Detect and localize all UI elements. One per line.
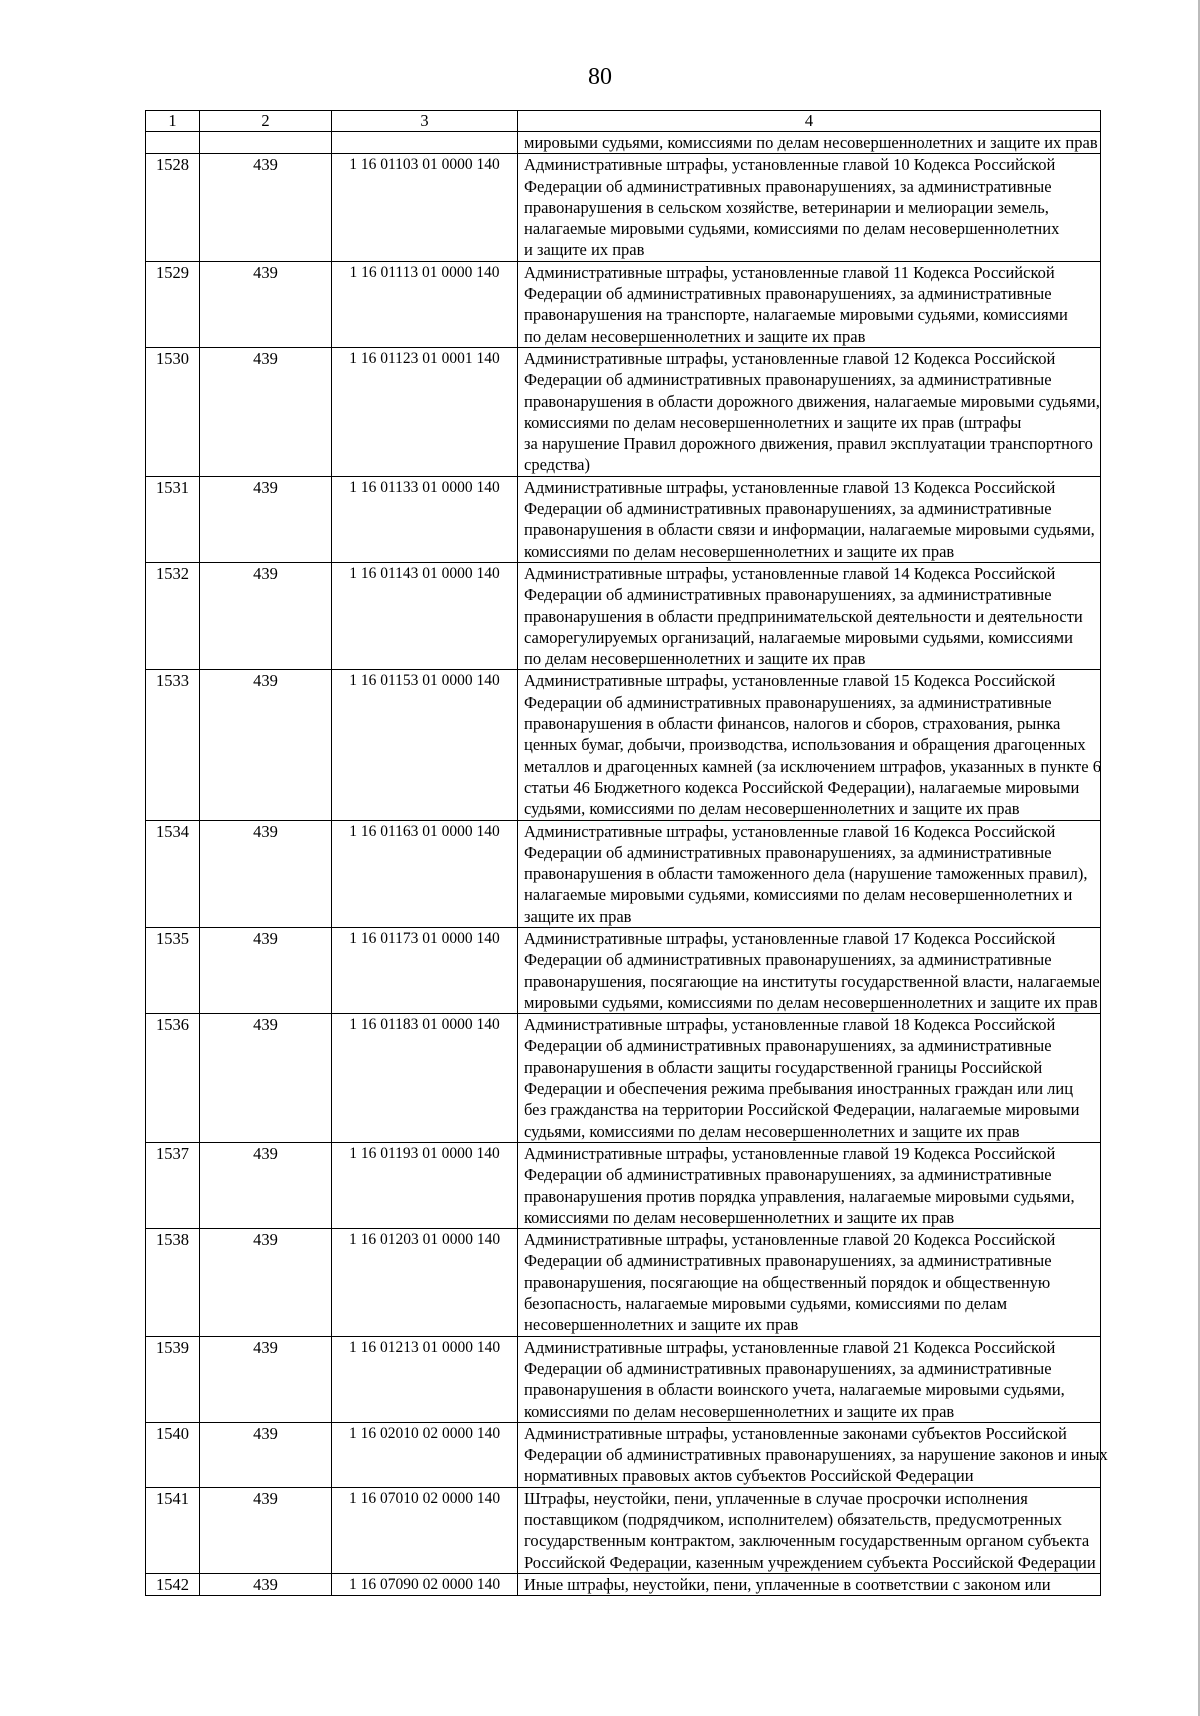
table-row	[146, 1487, 1101, 1573]
chapter-code: 439	[200, 1229, 332, 1336]
row-number: 1528	[146, 154, 200, 261]
table-row	[146, 261, 1101, 347]
description-cell	[518, 1487, 1101, 1573]
budget-classification-code: 1 16 01143 01 0000 140	[332, 562, 518, 669]
budget-classification-code: 1 16 02010 02 0000 140	[332, 1422, 518, 1487]
table-row	[146, 476, 1101, 562]
description-line: за нарушение Правил дорожного движения, правил эксплуатации транспортного	[524, 434, 1093, 454]
description-line: и защите их прав	[524, 240, 645, 260]
table-row	[146, 820, 1101, 927]
row-number: 1535	[146, 927, 200, 1013]
description-line: Федерации и обеспечения режима пребывания иностранных граждан или лиц	[524, 1079, 1074, 1099]
description-line: правонарушения против порядка управления, налагаемые мировыми судьями,	[524, 1186, 1075, 1206]
description-line: Административные штрафы, установленные главой 10 Кодекса Российской	[524, 155, 1056, 175]
description-line: Административные штрафы, установленные главой 19 Кодекса Российской	[524, 1143, 1056, 1163]
description-line: безопасность, налагаемые мировыми судьями, комиссиями по делам	[524, 1294, 1008, 1314]
budget-classification-code	[332, 132, 518, 154]
row-number: 1536	[146, 1014, 200, 1143]
description-line: правонарушения в сельском хозяйстве, ветеринарии и мелиорации земель,	[524, 197, 1049, 217]
table-body	[146, 132, 1108, 1596]
chapter-code: 439	[200, 927, 332, 1013]
table-row	[146, 927, 1101, 1013]
budget-classification-code: 1 16 01123 01 0001 140	[332, 347, 518, 476]
description-line: Административные штрафы, установленные законами субъектов Российской	[524, 1423, 1067, 1443]
chapter-code: 439	[200, 1142, 332, 1228]
table-row	[146, 1422, 1101, 1487]
description-line: Федерации об административных правонарушениях, за административные	[524, 950, 1052, 970]
chapter-code: 439	[200, 820, 332, 927]
description-cell	[518, 1336, 1101, 1422]
table-row	[146, 347, 1101, 476]
description-line: комиссиями по делам несовершеннолетних и защите их прав	[524, 1401, 955, 1421]
row-number: 1542	[146, 1573, 200, 1595]
row-number: 1540	[146, 1422, 200, 1487]
description-line: Административные штрафы, установленные главой 14 Кодекса Российской	[524, 563, 1056, 583]
description-line: Федерации об административных правонарушениях, за административные	[524, 585, 1052, 605]
row-number	[146, 132, 200, 154]
description-line: Федерации об административных правонарушениях, за административные	[524, 1036, 1052, 1056]
description-line: мировыми судьями, комиссиями по делам несовершеннолетних и защите их прав	[524, 133, 1098, 152]
row-number: 1531	[146, 476, 200, 562]
description-line: мировыми судьями, комиссиями по делам несовершеннолетних и защите их прав	[524, 992, 1098, 1012]
table-row	[146, 1229, 1101, 1336]
table-row	[146, 1573, 1101, 1595]
description-cell	[518, 347, 1101, 476]
budget-classification-code: 1 16 01203 01 0000 140	[332, 1229, 518, 1336]
row-number: 1529	[146, 261, 200, 347]
description-line: без гражданства на территории Российской Федерации, налагаемые мировыми	[524, 1100, 1080, 1120]
chapter-code: 439	[200, 670, 332, 820]
description-line: поставщиком (подрядчиком, исполнителем) обязательств, предусмотренных	[524, 1510, 1062, 1529]
table-row	[146, 1336, 1101, 1422]
table-row	[146, 1014, 1101, 1143]
description-line: правонарушения в области воинского учета, налагаемые мировыми судьями,	[524, 1380, 1065, 1400]
chapter-code: 439	[200, 1487, 332, 1573]
description-cell	[518, 1142, 1101, 1228]
description-cell	[518, 1229, 1101, 1336]
description-cell	[518, 562, 1101, 669]
description-line: Административные штрафы, установленные главой 16 Кодекса Российской	[524, 821, 1056, 841]
column-header-3: 3	[332, 111, 518, 132]
description-line: Иные штрафы, неустойки, пени, уплаченные в соответствии с законом или	[524, 1574, 1051, 1594]
table-row	[146, 670, 1101, 820]
chapter-code: 439	[200, 1573, 332, 1595]
chapter-code	[200, 132, 332, 154]
chapter-code: 439	[200, 1422, 332, 1487]
description-line: правонарушения в области защиты государственной границы Российской	[524, 1057, 1043, 1077]
description-line: саморегулируемых организаций, налагаемые мировыми судьями, комиссиями	[524, 627, 1073, 647]
budget-classification-code: 1 16 01163 01 0000 140	[332, 820, 518, 927]
table-header-row	[146, 111, 1101, 132]
description-line: Федерации об административных правонарушениях, за административные	[524, 1165, 1052, 1185]
description-cell	[518, 1573, 1101, 1595]
description-cell	[518, 820, 1101, 927]
description-line: Федерации об административных правонарушениях, за административные	[524, 284, 1052, 304]
description-line: комиссиями по делам несовершеннолетних и защите их прав (штрафы	[524, 412, 1022, 432]
column-header-4: 4	[518, 111, 1101, 132]
row-number: 1537	[146, 1142, 200, 1228]
description-line: налагаемые мировыми судьями, комиссиями по делам несовершеннолетних	[524, 219, 1060, 239]
table-row	[146, 1142, 1101, 1228]
description-line: Федерации об административных правонарушениях, за административные	[524, 1358, 1052, 1378]
row-number: 1530	[146, 347, 200, 476]
row-number: 1541	[146, 1487, 200, 1573]
description-line: комиссиями по делам несовершеннолетних и защите их прав	[524, 1207, 955, 1227]
column-header-2: 2	[200, 111, 332, 132]
row-number: 1539	[146, 1336, 200, 1422]
description-line: Федерации об административных правонарушениях, за нарушение законов и иных	[524, 1445, 1108, 1465]
description-line: по делам несовершеннолетних и защите их прав	[524, 649, 866, 669]
page-number: 80	[588, 64, 612, 90]
row-number: 1532	[146, 562, 200, 669]
description-line: налагаемые мировыми судьями, комиссиями по делам несовершеннолетних и	[524, 885, 1073, 905]
description-line: по делам несовершеннолетних и защите их прав	[524, 326, 866, 346]
chapter-code: 439	[200, 154, 332, 261]
description-line: средства)	[524, 455, 590, 475]
description-line: Федерации об административных правонарушениях, за административные	[524, 499, 1052, 519]
description-line: государственным контрактом, заключенным государственным органом субъекта	[524, 1531, 1090, 1551]
budget-classification-code: 1 16 01183 01 0000 140	[332, 1014, 518, 1143]
description-cell	[518, 476, 1101, 562]
description-line: несовершеннолетних и защите их прав	[524, 1315, 799, 1335]
description-line: статьи 46 Бюджетного кодекса Российской Федерации), налагаемые мировыми	[524, 777, 1080, 797]
budget-classification-code: 1 16 01153 01 0000 140	[332, 670, 518, 820]
budget-classification-code: 1 16 01213 01 0000 140	[332, 1336, 518, 1422]
chapter-code: 439	[200, 476, 332, 562]
description-cell	[518, 1014, 1101, 1143]
chapter-code: 439	[200, 562, 332, 669]
budget-classification-code: 1 16 01133 01 0000 140	[332, 476, 518, 562]
description-line: правонарушения в области предпринимательской деятельности и деятельности	[524, 606, 1083, 626]
description-line: судьями, комиссиями по делам несовершеннолетних и защите их прав	[524, 1121, 1020, 1141]
description-line: Административные штрафы, установленные главой 18 Кодекса Российской	[524, 1015, 1056, 1035]
description-line: Административные штрафы, установленные главой 11 Кодекса Российской	[524, 262, 1055, 282]
description-line: правонарушения в области таможенного дела (нарушение таможенных правил),	[524, 864, 1088, 884]
description-line: правонарушения, посягающие на институты государственной власти, налагаемые	[524, 971, 1100, 991]
row-number: 1538	[146, 1229, 200, 1336]
chapter-code: 439	[200, 261, 332, 347]
table-row	[146, 132, 1101, 154]
budget-classification-code: 1 16 01173 01 0000 140	[332, 927, 518, 1013]
description-line: ценных бумаг, добычи, производства, использования и обращения драгоценных	[524, 735, 1086, 755]
description-cell	[518, 1422, 1108, 1487]
description-cell	[518, 154, 1101, 261]
description-cell	[518, 670, 1101, 820]
chapter-code: 439	[200, 1014, 332, 1143]
description-line: металлов и драгоценных камней (за исключением штрафов, указанных в пункте 6	[524, 756, 1101, 776]
description-line: защите их прав	[524, 906, 632, 926]
description-line: Российской Федерации, казенным учреждением субъекта Российской Федерации	[524, 1552, 1096, 1572]
description-cell	[518, 132, 1101, 154]
description-cell	[518, 261, 1101, 347]
description-line: судьями, комиссиями по делам несовершеннолетних и защите их прав	[524, 799, 1020, 819]
budget-classification-code: 1 16 07090 02 0000 140	[332, 1573, 518, 1595]
description-line: Административные штрафы, установленные главой 21 Кодекса Российской	[524, 1337, 1056, 1357]
description-line: Федерации об административных правонарушениях, за административные	[524, 692, 1052, 712]
table-row	[146, 154, 1101, 261]
description-line: комиссиями по делам несовершеннолетних и защите их прав	[524, 541, 955, 561]
description-line: нормативных правовых актов субъектов Российской Федерации	[524, 1466, 974, 1486]
row-number: 1533	[146, 670, 200, 820]
budget-classification-code: 1 16 01113 01 0000 140	[332, 261, 518, 347]
description-line: Федерации об административных правонарушениях, за административные	[524, 1251, 1052, 1271]
column-header-1: 1	[146, 111, 200, 132]
description-cell	[518, 927, 1101, 1013]
description-line: Административные штрафы, установленные главой 20 Кодекса Российской	[524, 1230, 1056, 1250]
budget-classification-code: 1 16 01193 01 0000 140	[332, 1142, 518, 1228]
description-line: Федерации об административных правонарушениях, за административные	[524, 176, 1052, 196]
description-line: Административные штрафы, установленные главой 17 Кодекса Российской	[524, 928, 1056, 948]
budget-classification-code: 1 16 01103 01 0000 140	[332, 154, 518, 261]
description-line: Административные штрафы, установленные главой 13 Кодекса Российской	[524, 477, 1056, 497]
description-line: Федерации об административных правонарушениях, за административные	[524, 370, 1052, 390]
description-line: Административные штрафы, установленные главой 12 Кодекса Российской	[524, 348, 1056, 368]
description-line: правонарушения в области связи и информации, налагаемые мировыми судьями,	[524, 520, 1095, 540]
description-line: правонарушения в области финансов, налогов и сборов, страхования, рынка	[524, 714, 1061, 734]
description-line: Штрафы, неустойки, пени, уплаченные в случае просрочки исполнения	[524, 1488, 1028, 1508]
description-line: Федерации об административных правонарушениях, за административные	[524, 842, 1052, 862]
budget-code-table	[145, 110, 1108, 1596]
chapter-code: 439	[200, 347, 332, 476]
table-row	[146, 562, 1101, 669]
budget-classification-code: 1 16 07010 02 0000 140	[332, 1487, 518, 1573]
chapter-code: 439	[200, 1336, 332, 1422]
row-number: 1534	[146, 820, 200, 927]
description-line: правонарушения на транспорте, налагаемые мировыми судьями, комиссиями	[524, 305, 1068, 325]
description-line: Административные штрафы, установленные главой 15 Кодекса Российской	[524, 671, 1056, 691]
description-line: правонарушения в области дорожного движения, налагаемые мировыми судьями,	[524, 391, 1100, 411]
description-line: правонарушения, посягающие на общественный порядок и общественную	[524, 1272, 1051, 1292]
